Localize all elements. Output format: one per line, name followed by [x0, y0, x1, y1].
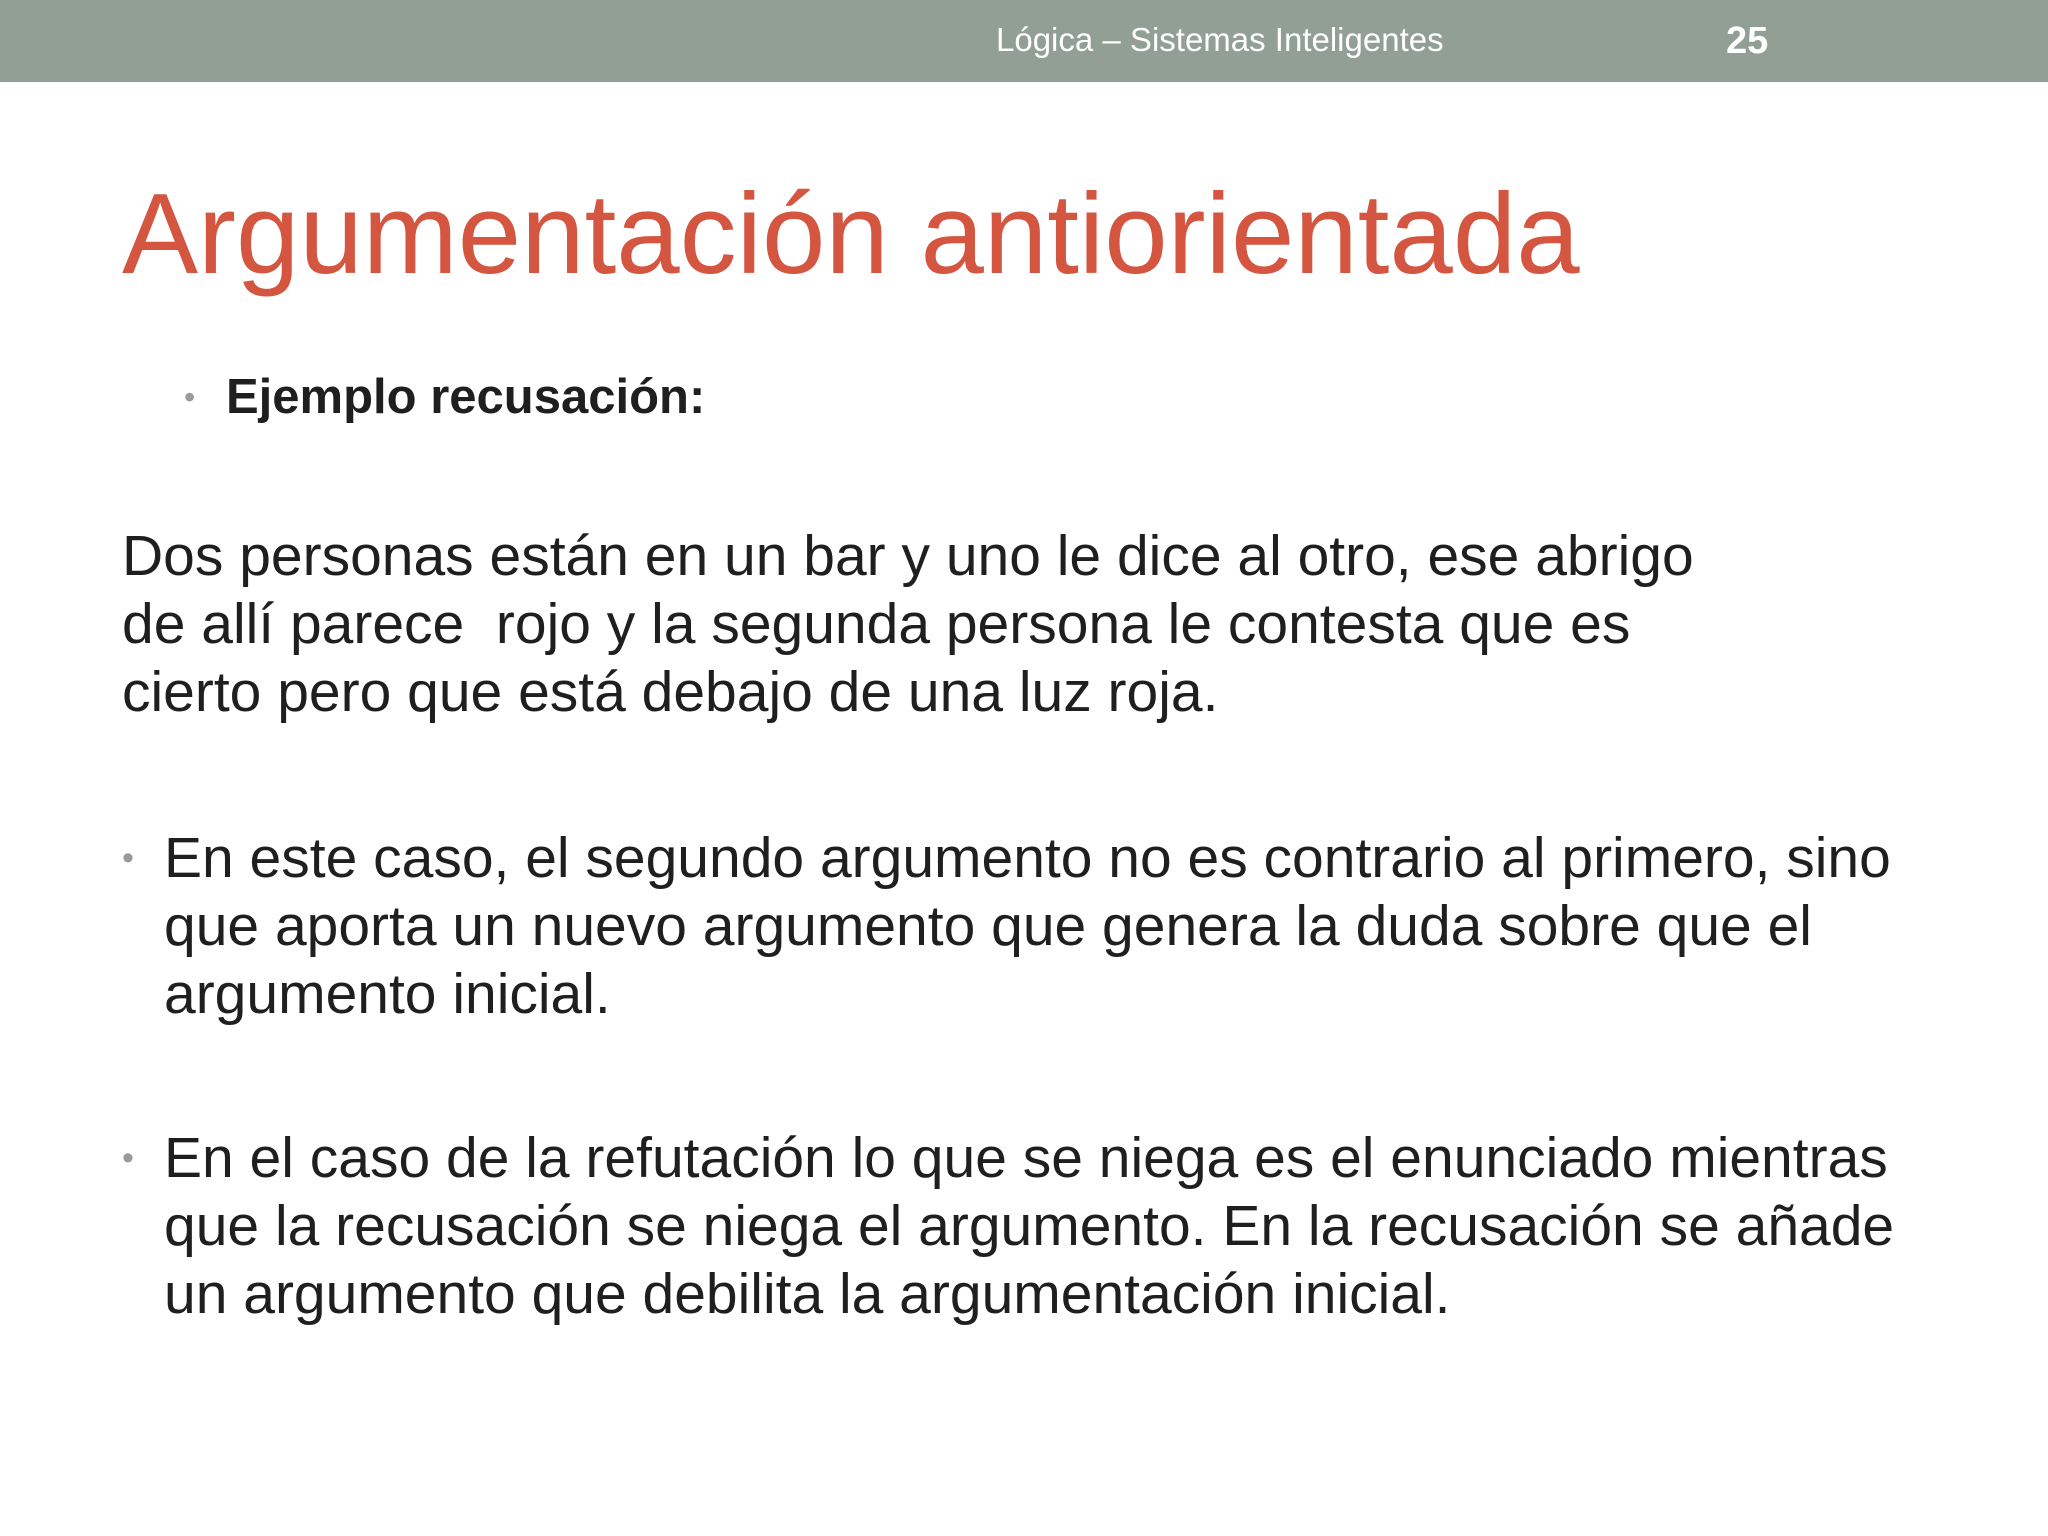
page-number: 25 [1726, 20, 1769, 62]
bullet-text: En el caso de la refutación lo que se niega es el enunciado mientras que la recusación se niega el argumento. En la recusación se añade un argumento que debilita la argumentación inicial. [164, 1126, 1895, 1326]
bullet-text: En este caso, el segundo argumento no es contrario al primero, sino que aporta un nuevo argumento que genera la duda sobre que el argumento inicial. [164, 826, 1891, 1026]
header-title: Lógica – Sistemas Inteligentes [996, 21, 1444, 58]
bullet-dot-icon: • [184, 379, 196, 415]
bullet-dot-icon: • [122, 1139, 134, 1177]
example-paragraph: Dos personas están en un bar y uno le dice al otro, ese abrigo de allí parece rojo y la segunda persona le contesta que es cierto pero que está debajo de una luz roja. [122, 524, 1694, 724]
slide-title: Argumentación antiorientada [122, 171, 1580, 298]
slide-header-bar [0, 0, 2048, 82]
sub-bullet-label: Ejemplo recusación: [226, 370, 706, 424]
bullet-dot-icon: • [122, 839, 134, 877]
